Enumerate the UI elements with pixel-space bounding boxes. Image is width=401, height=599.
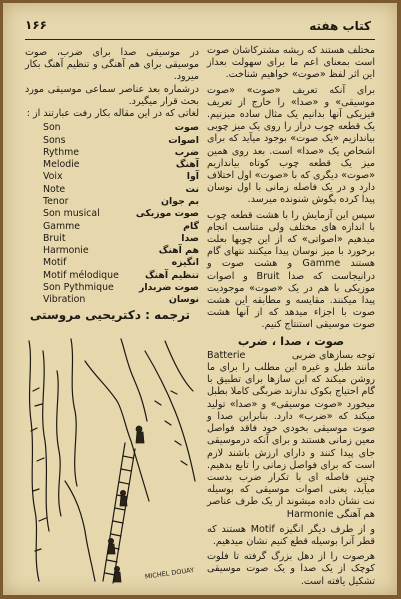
batterie-term: Batterie [207, 349, 246, 361]
translator-credit: ترجمه : دکتریحیی مروستی [29, 308, 191, 322]
batterie-label: توجه بسازهای ضربی [291, 349, 375, 361]
batterie-line [207, 350, 375, 362]
term-french: Gamme [43, 220, 81, 232]
glossary-row [25, 147, 199, 159]
term-french: Son musical [43, 208, 100, 220]
paragraph: و از طرف دیگر انگیزه Motif هستند که قطر آنرا بوسیله قطع کنیم نشان میدهیم. [207, 523, 375, 547]
glossary-row [25, 233, 199, 245]
glossary-row [25, 208, 199, 220]
page-number: ۱۶۶ [25, 18, 47, 32]
term-french: Tenor [43, 196, 69, 207]
term-french: Voix [43, 171, 63, 183]
term-french: Bruit [43, 232, 66, 244]
glossary-row [25, 196, 199, 208]
glossary-row [25, 171, 199, 183]
term-french: Vibration [43, 294, 86, 306]
page-header [25, 17, 375, 40]
term-persian: اصوات [168, 134, 199, 146]
glossary-row [25, 282, 199, 294]
right-column [207, 45, 375, 591]
term-persian: بم جوان [161, 196, 199, 207]
term-persian: نت [185, 183, 199, 195]
glossary-row [25, 184, 199, 196]
term-persian: آوا [186, 171, 199, 183]
intro-paragraph: درشماره بعد عناصر سماعی موسیقی مورد بحث قرار میگیرد. [25, 83, 199, 107]
paragraph: مانند طبل و غیره این مطلب را برای ما روشن میکند که این سازها برای تطبیق با گام احتیاج بکوک ندارند ضربگی کاملا بطبل میخورد «صوت موسیقی» و «صدا» تولید میکند که «ضرب» دارد. بنابراین صدا و صوت موسیقی بخودی خود فاقد فواصل معین زمانی هستند و برای آنکه درموسیقی جای پیدا کنند و دارای ارزش باشند لازم است که برای فواصل زمانی را تابع بدهیم. چنین فاصله ای با تکرار ضرب بدست میآید، یعنی اصوات موسیقی که بوسیله نت نشان داده میشوند از یک طرف عناصر هم آهنگی Harmonie [207, 362, 375, 520]
glossary-row [25, 245, 199, 257]
term-persian: صوت ضربدار [138, 282, 199, 294]
term-persian: انگیزه [171, 257, 199, 269]
term-french: Note [43, 183, 66, 195]
glossary-row [25, 135, 199, 147]
term-persian: صوت موزیکی [135, 208, 199, 220]
term-persian: گام [183, 220, 199, 232]
term-persian: نوسان [168, 294, 199, 306]
term-persian: ضرب [174, 146, 199, 158]
term-french: Son Pythmique [43, 282, 114, 294]
term-persian: صوت [174, 122, 199, 134]
term-french: Melodie [43, 159, 80, 171]
term-persian: صدا [181, 232, 199, 244]
section-heading: صوت ، صدا ، ضرب [237, 333, 345, 348]
left-column [25, 47, 199, 307]
intro-paragraph: در موسیقی صدا برای ضرب، صوت موسیقی برای هم آهنگی و تنظیم آهنگ بکار میرود. [25, 47, 199, 83]
illustrator-signature: MICHEL DOUAY [144, 565, 195, 581]
book-page [3, 3, 397, 595]
mountain-climbers-illustration [25, 331, 201, 593]
glossary-row [25, 122, 199, 134]
paragraph: برای آنکه تعریف «صوت» «صوت موسیقی» و «صدا» را خارج از تعریف فیزیکی آنها بدانیم یک مثال ساده میزنیم. یک قطعه چوب دراز را روی یک میز چوبی بیاندازیم «یک صوت» بوجود میآید که برای اشخاص یک «صدا» است. بعد روی همین میز یک قطعه چوب کوتاه بیاندازیم «صوت» دیگری که با «صوت» اول اختلاف دارد و در یک فاصله زمانی با اول نوسان پیدا کرده بگوش شنونده میرسد. [207, 84, 375, 206]
term-persian: آهنگ [175, 159, 199, 171]
glossary-row [25, 159, 199, 171]
term-persian: تنظیم آهنگ [144, 269, 199, 281]
glossary-list [25, 122, 199, 306]
term-french: Sons [43, 134, 66, 146]
intro-paragraph: لغاتی که در این مقاله بکار رفت عبارتند از : [26, 108, 199, 120]
paragraph: سپس این آزمایش را با هشت قطعه چوب با اندازه های مختلف ولی متناسب انجام میدهیم «اصواتی» که از این چوبها بعلت برخورد با میز نوسان پیدا میکنند نتهای گام هستند Gamme و هشت صوت و درانیجاست که صدا Bruit و اصوات موزیکی با هم در یک «صوت» موجودیت پیدا میکنند. مقایسه و مطابقه این هشت صوت با اجزاء میدهد که از آنها هشت صوت موسیقی استنتاج کنیم. [207, 209, 375, 331]
running-title: کتاب هفته [309, 19, 371, 33]
term-french: Son [43, 122, 61, 134]
glossary-row [25, 294, 199, 306]
glossary-row [25, 270, 199, 282]
paragraph: هرصوت را از دهل بزرگ گرفته تا فلوت کوچک از یک صدا و یک صوت موسیقی تشکیل یافته است. [207, 551, 375, 587]
glossary-row [25, 221, 199, 233]
term-french: Harmonie [43, 245, 89, 257]
glossary-row [25, 257, 199, 269]
term-french: Rythme [43, 146, 80, 158]
paragraph: مختلف هستند که ریشه مشترکاشان صوت است بمعنای اعم ما برای سهولت بعداز این اثر لفظ «صوت» خواهیم شناخت. [207, 45, 375, 81]
term-french: Motif [43, 257, 67, 269]
term-persian: هم آهنگ [158, 245, 199, 257]
term-french: Motif mélodique [43, 269, 119, 281]
